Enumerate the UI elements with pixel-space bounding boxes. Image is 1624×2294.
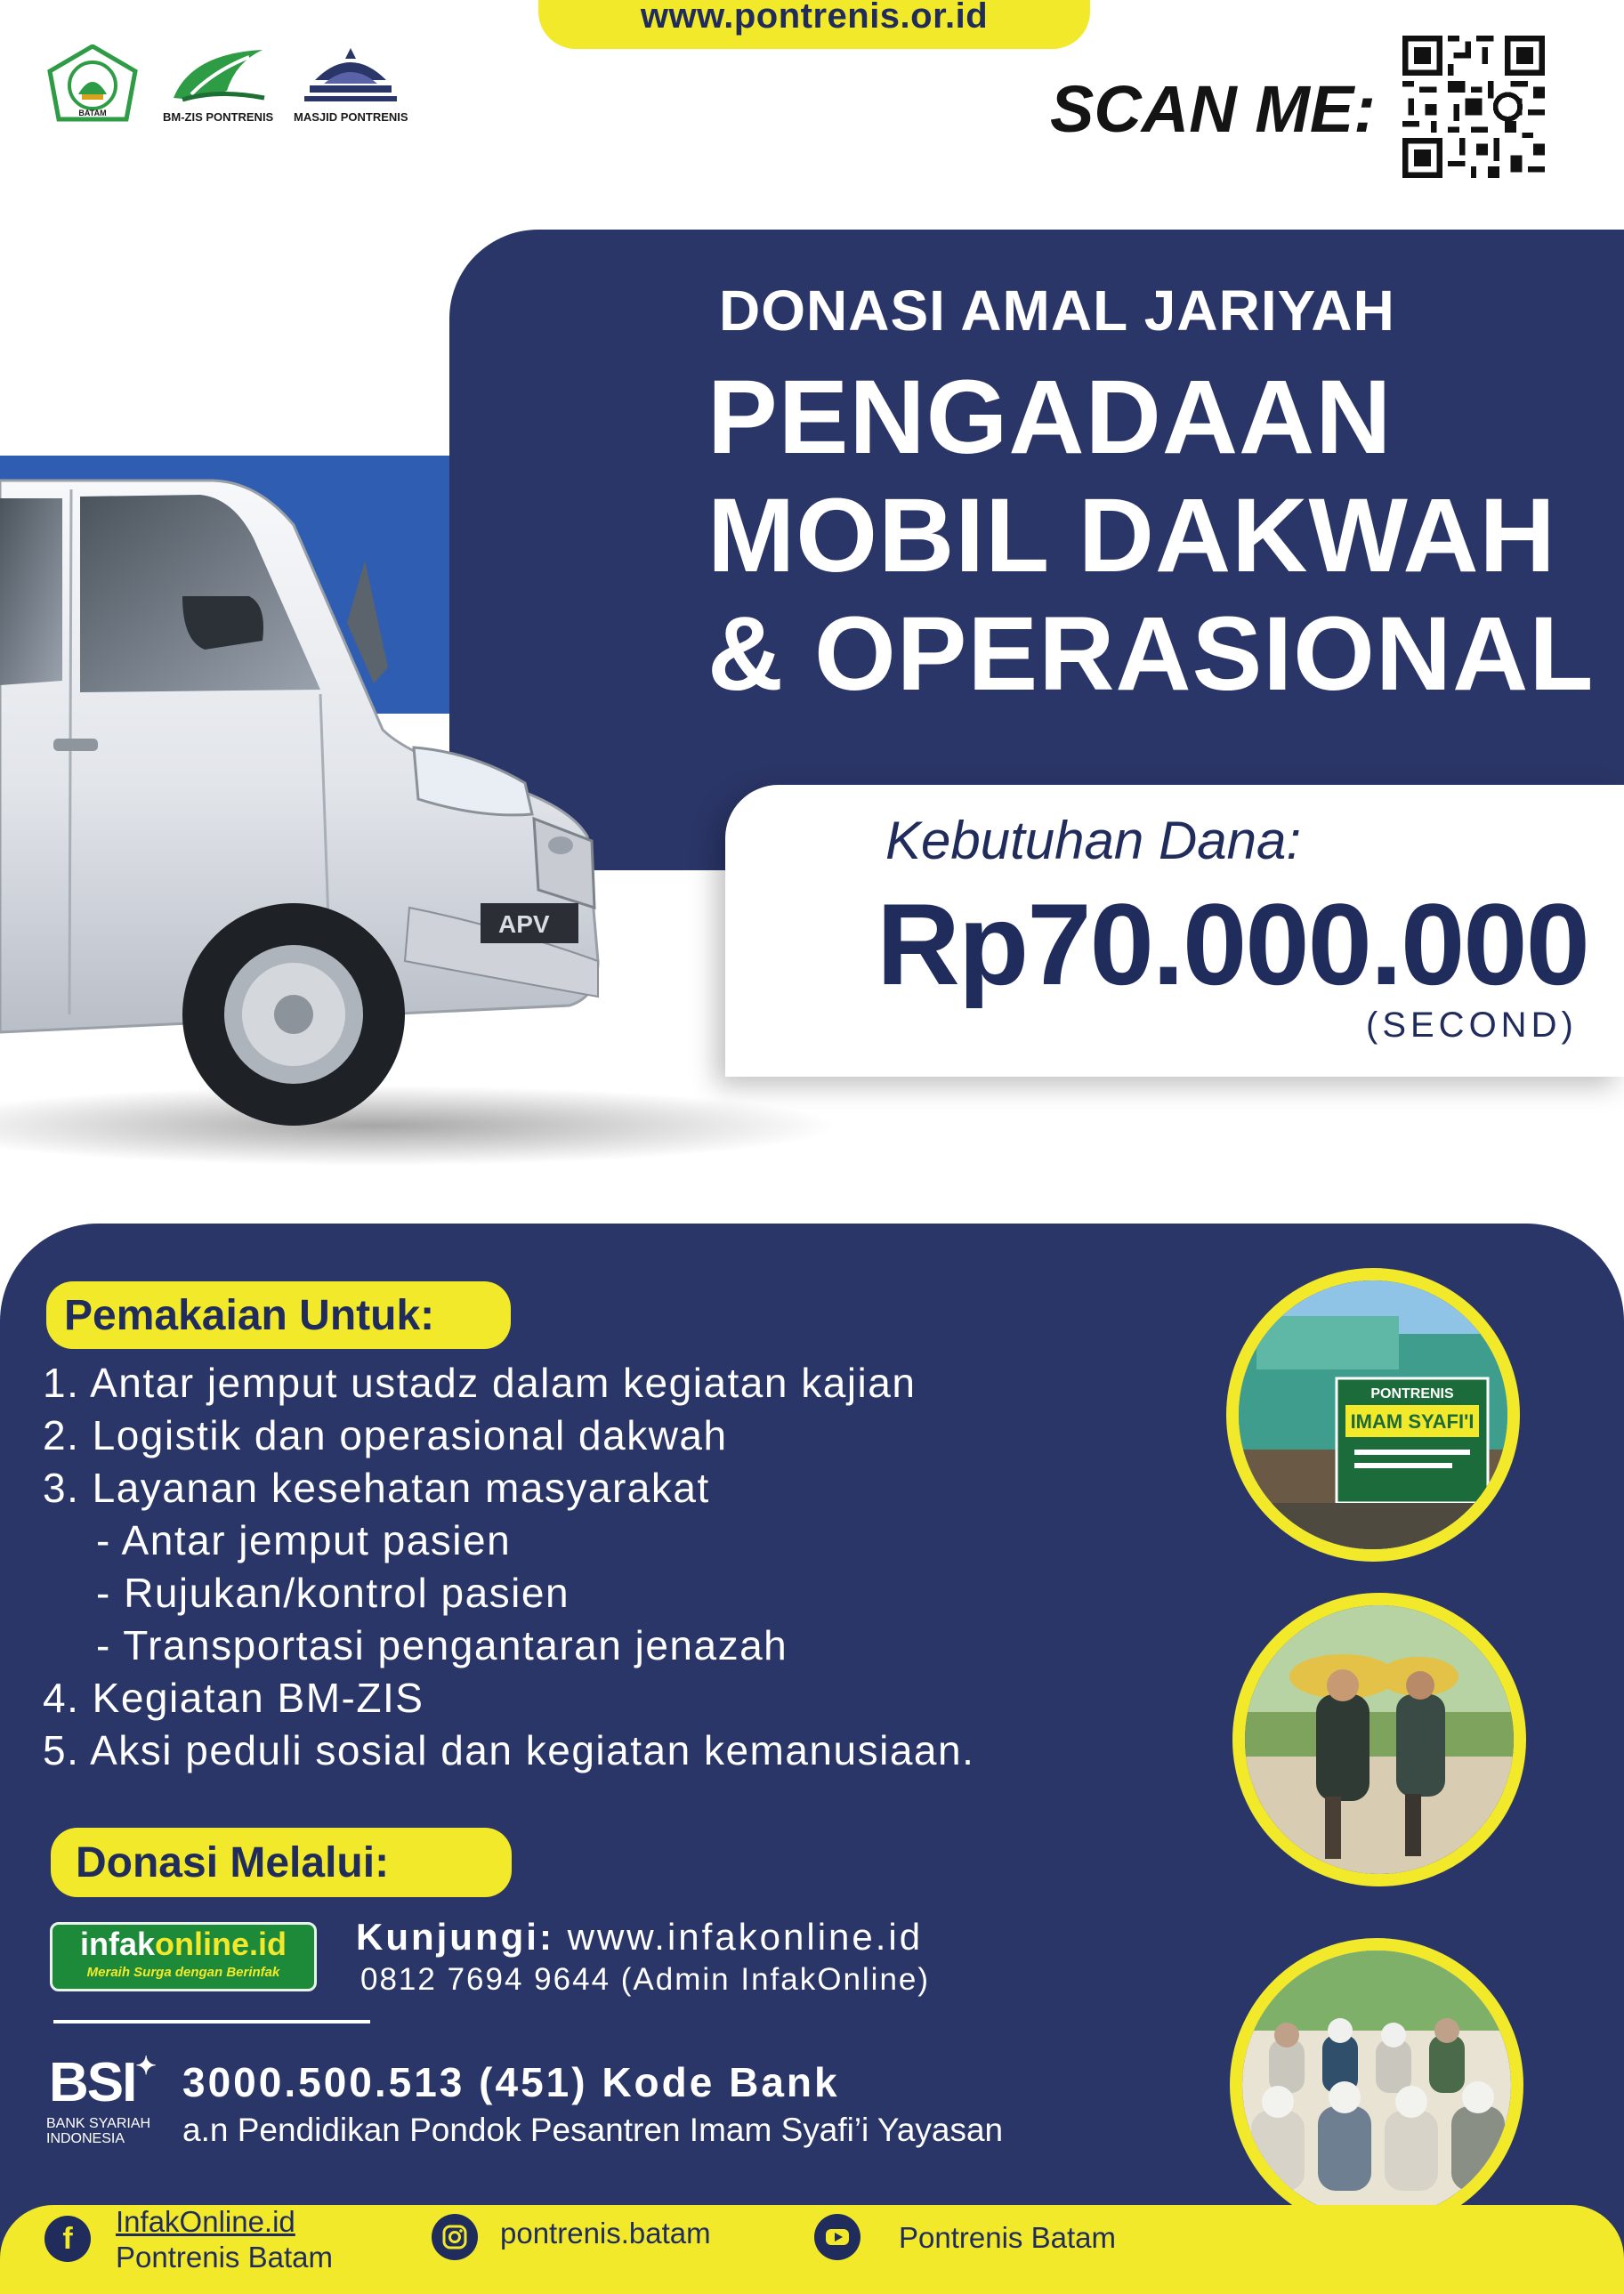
list-item: 4. Kegiatan BM-ZIS: [43, 1675, 424, 1721]
headline-line-3: & OPERASIONAL: [707, 595, 1595, 713]
visit-label: Kunjungi:: [356, 1916, 554, 1958]
admin-phone[interactable]: 0812 7694 9644 (Admin InfakOnline): [360, 1962, 931, 1997]
list-item: - Rujukan/kontrol pasien: [96, 1570, 570, 1616]
photo-mosque-building: [1226, 1268, 1520, 1562]
uses-list: [43, 1357, 974, 1777]
star-icon: ✦: [135, 2052, 155, 2080]
facebook-page-name: Pontrenis Batam: [116, 2241, 333, 2274]
website-pill[interactable]: [538, 0, 1090, 49]
bsi-sub-line2: INDONESIA: [46, 2131, 125, 2146]
infak-logo-domain: online.id: [155, 1926, 287, 1962]
divider: [53, 2020, 370, 2023]
list-item: 3. Layanan kesehatan masyarakat: [43, 1465, 710, 1511]
mosque-icon: [297, 44, 404, 107]
svg-text:APV: APV: [498, 910, 550, 938]
bank-account-holder: a.n Pendidikan Pondok Pesantren Imam Syafi’i Yayasan: [182, 2112, 1004, 2148]
infakonline-logo[interactable]: [50, 1922, 317, 1991]
list-item: 1. Antar jemput ustadz dalam kegiatan kajian: [43, 1360, 917, 1406]
website-url[interactable]: www.pontrenis.or.id: [640, 0, 989, 36]
masjid-logo: [294, 44, 408, 124]
uses-heading: Pemakaian Untuk:: [46, 1281, 511, 1349]
van-image: [0, 463, 845, 1175]
logo-caption: BM-ZIS PONTRENIS: [163, 110, 274, 124]
funding-note: (SECOND): [1366, 1006, 1578, 1045]
instagram-glyph-icon: [440, 2223, 469, 2251]
bmzis-logo: [163, 44, 273, 124]
scan-me-label: SCAN ME:: [1050, 72, 1376, 146]
bmzis-leaf-icon: [165, 44, 271, 107]
youtube-glyph-icon: [824, 2224, 851, 2250]
bsi-sub: [46, 2116, 150, 2146]
qr-code-icon[interactable]: [1402, 36, 1545, 178]
funding-amount: Rp70.000.000: [877, 879, 1588, 1009]
headline-line-2: MOBIL DAKWAH: [707, 477, 1556, 594]
headline-subtitle: DONASI AMAL JARIYAH: [719, 279, 1395, 343]
youtube-icon[interactable]: [814, 2214, 860, 2260]
aid-photo-image: [1245, 1605, 1514, 1874]
instagram-icon[interactable]: [432, 2214, 478, 2260]
logo-caption: MASJID PONTRENIS: [294, 110, 408, 124]
bsi-logo-text: BSI: [49, 2052, 136, 2113]
bank-account-number: 3000.500.513 (451) Kode Bank: [182, 2059, 840, 2105]
list-item: - Transportasi pengantaran jenazah: [96, 1622, 788, 1668]
photo-aid-distribution: [1232, 1593, 1526, 1886]
infak-logo-word: infak: [79, 1926, 156, 1962]
sign-text-top: PONTRENIS: [1370, 1386, 1454, 1401]
logo-caption: BATAM: [78, 109, 107, 117]
donation-heading: Donasi Melalui:: [51, 1828, 512, 1897]
building-photo-image: [1239, 1280, 1507, 1549]
bsi-logo: [49, 2051, 155, 2114]
list-item: - Antar jemput pasien: [96, 1517, 512, 1563]
facebook-link[interactable]: InfakOnline.id: [116, 2205, 295, 2238]
list-item: 2. Logistik dan operasional dakwah: [43, 1412, 728, 1458]
facebook-icon[interactable]: f: [44, 2216, 91, 2262]
photo-gathering: [1230, 1938, 1523, 2232]
sign-text-main: IMAM SYAFI'I: [1350, 1410, 1475, 1433]
list-item: 5. Aksi peduli sosial dan kegiatan kemanusiaan.: [43, 1727, 975, 1773]
headline-line-1: PENGADAAN: [707, 359, 1393, 476]
instagram-handle[interactable]: pontrenis.batam: [500, 2217, 711, 2250]
youtube-channel[interactable]: Pontrenis Batam: [899, 2221, 1116, 2254]
infak-tagline: Meraih Surga dengan Berinfak: [86, 1965, 280, 1980]
visit-url[interactable]: www.infakonline.id: [567, 1916, 924, 1958]
visit-line: [356, 1916, 923, 1959]
gathering-photo-image: [1242, 1951, 1511, 2219]
funding-label: Kebutuhan Dana:: [885, 811, 1302, 870]
bsi-sub-line1: BANK SYARIAH: [46, 2116, 151, 2131]
pontrenis-logo: [46, 44, 139, 117]
